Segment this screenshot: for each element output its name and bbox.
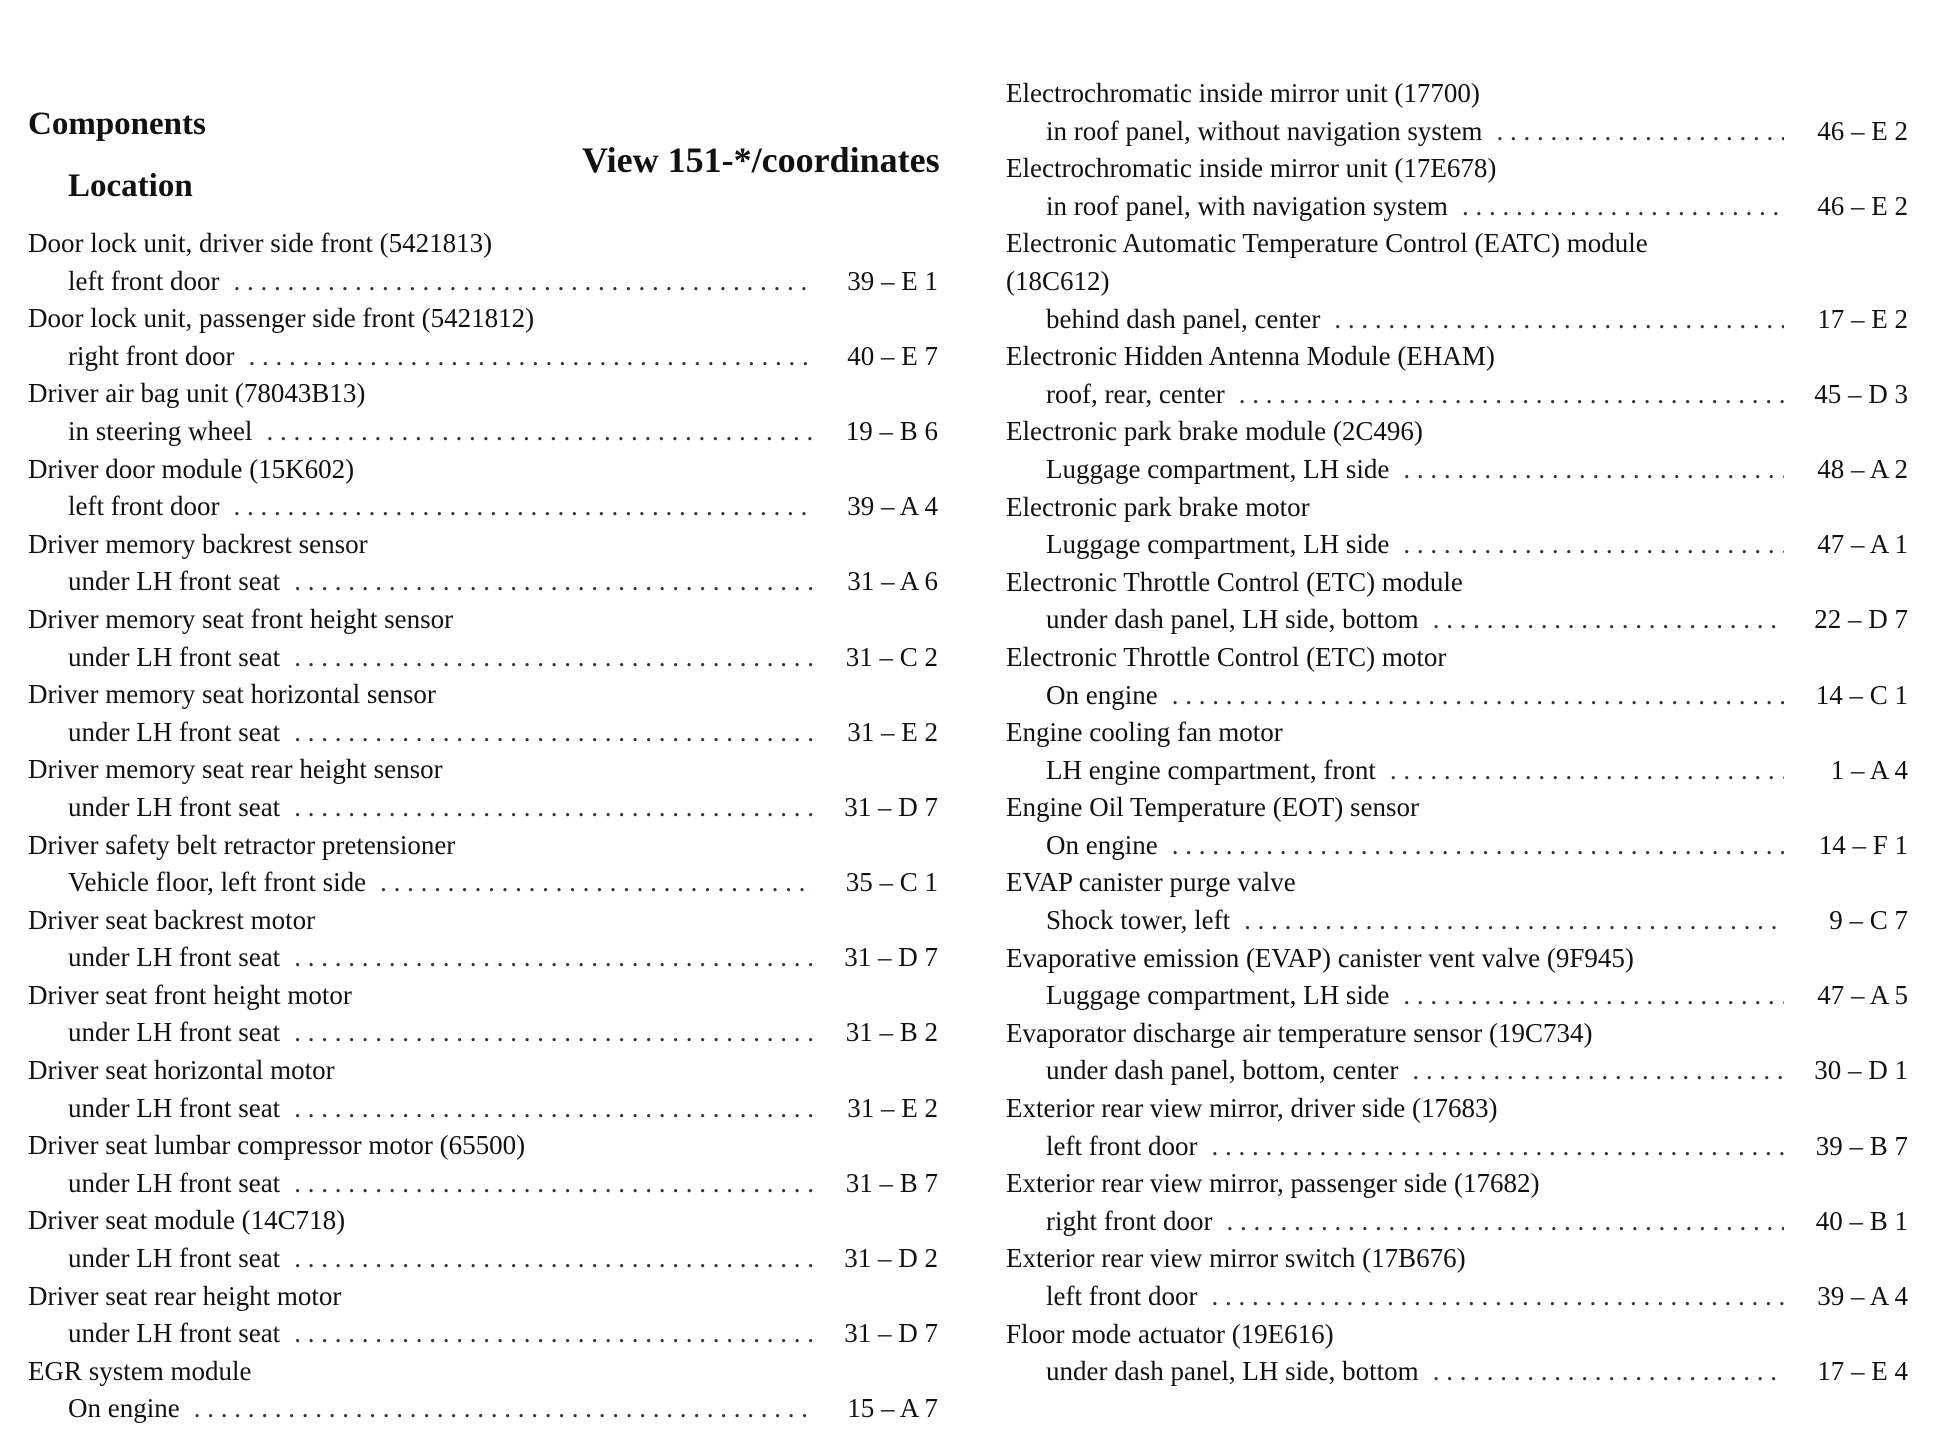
component-location: Vehicle floor, left front side	[68, 867, 367, 898]
dot-leader	[1390, 752, 1784, 790]
component-coordinate: 39 – A 4	[1817, 1281, 1908, 1311]
component-location: On engine	[1046, 829, 1158, 860]
component-coordinate: 31 – A 6	[847, 566, 938, 597]
component-location: left front door	[1046, 1281, 1198, 1311]
dot-leader	[294, 639, 814, 677]
component-location-row	[1006, 1353, 1910, 1391]
component-name: EGR system module	[28, 1355, 252, 1386]
component-coordinate: 31 – D 7	[844, 942, 938, 973]
dot-leader	[294, 1090, 814, 1128]
component-location: On engine	[68, 1393, 180, 1424]
dot-leader	[1433, 1353, 1784, 1391]
component-location: Luggage compartment, LH side	[1046, 529, 1390, 560]
component-coordinate: 39 – B 7	[1815, 1130, 1908, 1161]
component-coordinate: 31 – B 7	[845, 1167, 938, 1198]
dot-leader	[294, 563, 814, 601]
component-location: under LH front seat	[68, 1167, 281, 1198]
component-coordinate: 1 – A 4	[1830, 754, 1908, 785]
heading-components: Components	[28, 106, 206, 142]
component-coordinate: 35 – C 1	[845, 867, 938, 898]
component-location: behind dash panel, center	[1046, 303, 1321, 334]
component-location-row	[28, 563, 940, 601]
component-location: right front door	[68, 340, 235, 371]
dot-leader	[1172, 827, 1784, 865]
component-location: under LH front seat	[68, 791, 281, 822]
dot-leader	[1244, 902, 1784, 940]
dot-leader	[1433, 601, 1784, 639]
component-location-row	[1006, 752, 1910, 790]
component-location: under dash panel, LH side, bottom	[1046, 604, 1419, 635]
component-name: Driver memory seat horizontal sensor	[28, 679, 436, 710]
component-coordinate: 31 – B 2	[845, 1017, 938, 1048]
component-coordinate: 46 – E 2	[1817, 190, 1908, 221]
component-name: Floor mode actuator (19E616)	[1006, 1318, 1334, 1349]
component-coordinate: 31 – D 2	[844, 1243, 938, 1274]
component-location-row	[28, 1390, 940, 1428]
component-coordinate: 39 – A 4	[847, 491, 938, 522]
component-location-row	[28, 263, 940, 301]
component-name: Evaporative emission (EVAP) canister vent valve (9F945)	[1006, 942, 1634, 973]
component-coordinate: 39 – E 1	[847, 265, 938, 296]
component-coordinate: 9 – C 7	[1829, 905, 1908, 936]
dot-leader	[1412, 1052, 1784, 1090]
component-location-row	[1006, 601, 1910, 639]
component-name: Driver safety belt retractor pretensioner	[28, 829, 456, 860]
component-name: Electronic park brake motor	[1006, 491, 1310, 522]
component-coordinate: 31 – D 7	[844, 1318, 938, 1349]
dot-leader	[248, 338, 814, 376]
component-coordinate: 40 – B 1	[1815, 1205, 1908, 1236]
component-location-row	[1006, 1052, 1910, 1090]
component-location: in steering wheel	[68, 415, 253, 446]
component-coordinate: 31 – E 2	[847, 1092, 938, 1123]
component-name: Electronic Throttle Control (ETC) motor	[1006, 641, 1447, 672]
component-location: under LH front seat	[68, 1318, 281, 1349]
component-location-row	[28, 864, 940, 902]
component-location-row	[1006, 113, 1910, 151]
component-location: roof, rear, center	[1046, 378, 1225, 409]
component-coordinate: 40 – E 7	[847, 340, 938, 371]
dot-leader	[1211, 1278, 1784, 1316]
dot-leader	[233, 488, 814, 526]
component-coordinate: 17 – E 2	[1817, 303, 1908, 334]
component-coordinate: 47 – A 1	[1817, 529, 1908, 560]
component-name: Driver seat horizontal motor	[28, 1055, 335, 1086]
component-name: Driver seat backrest motor	[28, 904, 316, 935]
component-location-row	[28, 789, 940, 827]
component-location-row	[1006, 188, 1910, 226]
component-location: left front door	[68, 491, 220, 522]
component-coordinate: 14 – C 1	[1815, 679, 1908, 710]
dot-leader	[1172, 677, 1784, 715]
component-name: Door lock unit, driver side front (5421813)	[28, 228, 493, 258]
component-location: Luggage compartment, LH side	[1046, 453, 1390, 484]
heading-view-coordinates: View 151-*/coordinates	[582, 140, 940, 180]
component-location: LH engine compartment, front	[1046, 754, 1376, 785]
component-location: under dash panel, LH side, bottom	[1046, 1356, 1419, 1387]
component-coordinate: 31 – E 2	[847, 716, 938, 747]
dot-leader	[233, 263, 814, 301]
dot-leader	[294, 1165, 814, 1203]
dot-leader	[294, 1315, 814, 1353]
dot-leader	[294, 1014, 814, 1052]
component-name: Driver memory seat rear height sensor	[28, 754, 443, 785]
component-location-row	[28, 1240, 940, 1278]
component-coordinate: 30 – D 1	[1814, 1055, 1908, 1086]
component-location: under LH front seat	[68, 1017, 281, 1048]
component-coordinate: 19 – B 6	[845, 415, 938, 446]
component-location: under dash panel, bottom, center	[1046, 1055, 1399, 1086]
component-location: Luggage compartment, LH side	[1046, 980, 1390, 1011]
component-name: Driver memory backrest sensor	[28, 528, 368, 559]
component-coordinate: 45 – D 3	[1814, 378, 1908, 409]
heading-location: Location	[68, 168, 193, 204]
component-name: EVAP canister purge valve	[1006, 867, 1296, 898]
dot-leader	[266, 413, 814, 451]
component-location: left front door	[1046, 1130, 1198, 1161]
component-name: Exterior rear view mirror switch (17B676)	[1006, 1243, 1466, 1274]
component-location: Shock tower, left	[1046, 905, 1231, 936]
component-location: under LH front seat	[68, 566, 281, 597]
component-name: Evaporator discharge air temperature sensor (19C734)	[1006, 1017, 1593, 1048]
dot-leader	[1403, 977, 1784, 1015]
component-name: Electrochromatic inside mirror unit (17700)	[1006, 78, 1480, 108]
component-coordinate: 31 – D 7	[844, 791, 938, 822]
dot-leader	[1239, 376, 1784, 414]
component-coordinate: 14 – F 1	[1818, 829, 1908, 860]
component-coordinate: 17 – E 4	[1817, 1356, 1908, 1387]
component-location: left front door	[68, 265, 220, 296]
component-coordinate: 46 – E 2	[1817, 115, 1908, 146]
dot-leader	[1403, 451, 1784, 489]
component-location-row	[28, 1165, 940, 1203]
component-location-row	[1006, 1203, 1910, 1241]
component-name: Exterior rear view mirror, passenger side (17682)	[1006, 1168, 1540, 1199]
component-location-row	[28, 939, 940, 977]
component-coordinate: 47 – A 5	[1817, 980, 1908, 1011]
component-location-row	[28, 413, 940, 451]
component-location-row	[1006, 977, 1910, 1015]
component-name: Driver seat lumbar compressor motor (65500)	[28, 1130, 526, 1161]
component-name: Driver seat front height motor	[28, 979, 352, 1010]
left-column-list	[28, 225, 940, 1428]
dot-leader	[294, 789, 814, 827]
dot-leader	[294, 1240, 814, 1278]
component-location-row	[28, 338, 940, 376]
component-location-row	[1006, 376, 1910, 414]
component-location-row	[28, 639, 940, 677]
dot-leader	[1211, 1128, 1784, 1166]
component-location-row	[28, 714, 940, 752]
component-name: Driver door module (15K602)	[28, 453, 355, 484]
component-coordinate: 31 – C 2	[845, 641, 938, 672]
component-location: On engine	[1046, 679, 1158, 710]
component-location: under LH front seat	[68, 1092, 281, 1123]
component-location-row	[28, 488, 940, 526]
dot-leader	[1462, 188, 1784, 226]
component-location-row	[28, 1014, 940, 1052]
dot-leader	[1403, 526, 1784, 564]
component-coordinate: 22 – D 7	[1814, 604, 1908, 635]
component-name: Engine cooling fan motor	[1006, 717, 1283, 748]
component-location: right front door	[1046, 1205, 1213, 1236]
component-name: Exterior rear view mirror, driver side (17683)	[1006, 1093, 1498, 1124]
dot-leader	[294, 714, 814, 752]
component-coordinate: 15 – A 7	[847, 1393, 938, 1424]
component-name: Driver seat rear height motor	[28, 1280, 342, 1311]
component-location: under LH front seat	[68, 641, 281, 672]
dot-leader	[1496, 113, 1784, 151]
component-location-row	[1006, 827, 1910, 865]
component-name-continued: (18C612)	[1006, 265, 1110, 296]
component-location-row	[1006, 301, 1910, 339]
component-name: Door lock unit, passenger side front (5421812)	[28, 303, 535, 334]
component-name: Electronic Throttle Control (ETC) module	[1006, 566, 1463, 597]
component-name: Electronic park brake module (2C496)	[1006, 416, 1423, 447]
component-location-row	[1006, 1278, 1910, 1316]
component-name: Electrochromatic inside mirror unit (17E678)	[1006, 153, 1497, 184]
component-location-row	[1006, 1128, 1910, 1166]
dot-leader	[294, 939, 814, 977]
component-location-row	[1006, 526, 1910, 564]
component-coordinate: 48 – A 2	[1817, 453, 1908, 484]
dot-leader	[194, 1390, 814, 1428]
component-location-row	[1006, 902, 1910, 940]
component-name: Driver memory seat front height sensor	[28, 603, 454, 634]
dot-leader	[1226, 1203, 1784, 1241]
component-location: under LH front seat	[68, 942, 281, 973]
component-location: in roof panel, with navigation system	[1046, 190, 1448, 221]
right-column-list	[1006, 75, 1910, 1391]
component-name: Electronic Automatic Temperature Control (EATC) module	[1006, 228, 1648, 259]
component-name: Driver seat module (14C718)	[28, 1205, 346, 1236]
component-name: Engine Oil Temperature (EOT) sensor	[1006, 792, 1419, 823]
component-name: Driver air bag unit (78043B13)	[28, 378, 366, 409]
component-name: Electronic Hidden Antenna Module (EHAM)	[1006, 341, 1495, 372]
component-location-row	[28, 1315, 940, 1353]
component-location: under LH front seat	[68, 716, 281, 747]
dot-leader	[1334, 301, 1784, 339]
component-location: under LH front seat	[68, 1243, 281, 1274]
component-location-row	[1006, 451, 1910, 489]
component-location-row	[1006, 677, 1910, 715]
dot-leader	[380, 864, 814, 902]
component-location-row	[28, 1090, 940, 1128]
component-location: in roof panel, without navigation system	[1046, 115, 1483, 146]
